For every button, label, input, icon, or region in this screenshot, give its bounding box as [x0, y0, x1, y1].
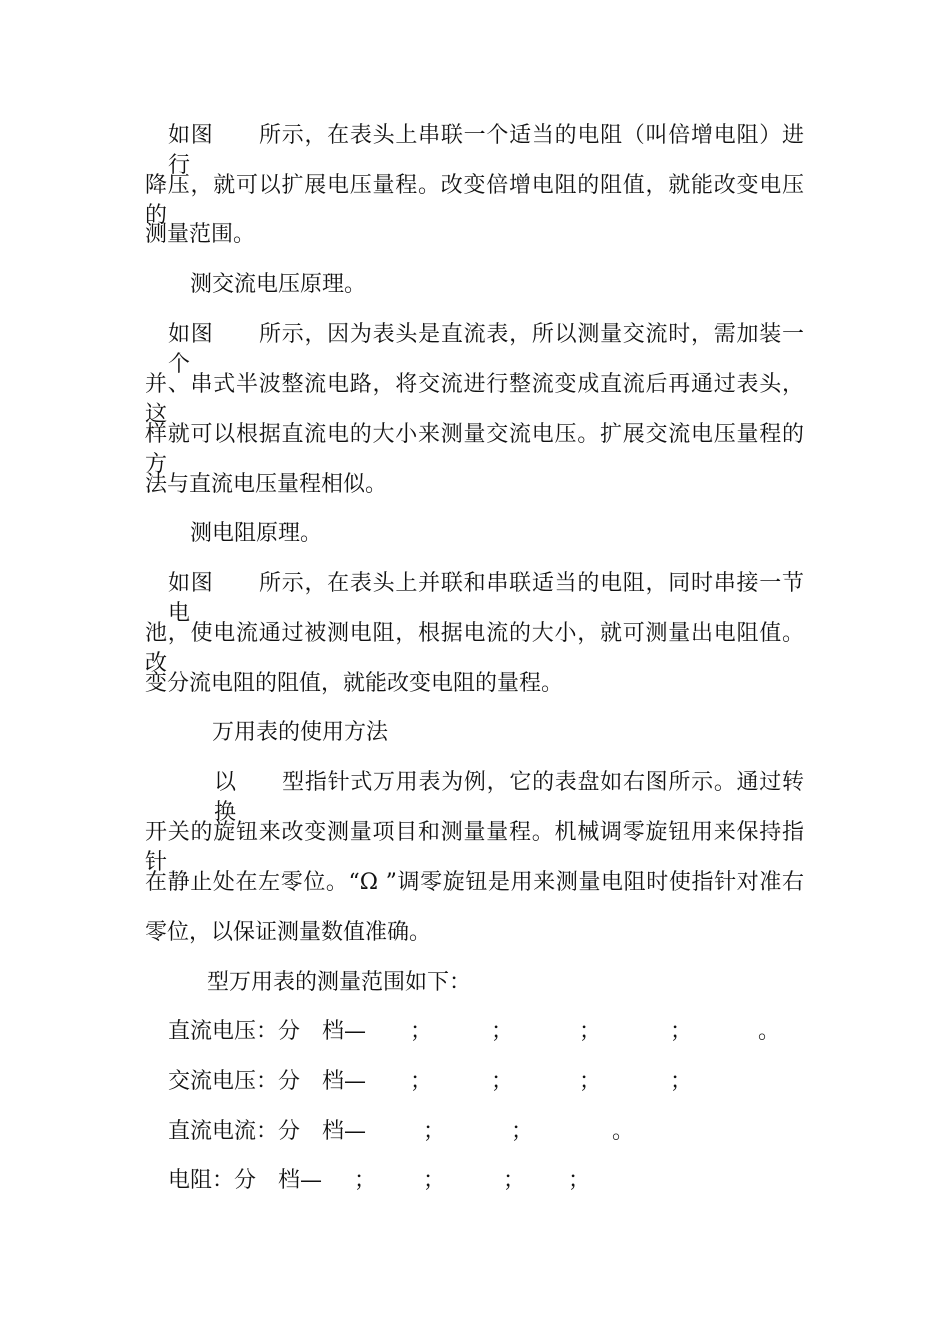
range-separator: 。 — [758, 1019, 781, 1044]
text-line: 测量范围。 — [145, 222, 256, 247]
range-separator: ； — [491, 1069, 514, 1094]
text-line: 并、串式半波整流电路，将交流进行整流变成直流后再通过表头，这 — [145, 372, 804, 427]
range-intro: 型万用表的测量范围如下： — [207, 970, 472, 995]
range-separator: ； — [670, 1019, 693, 1044]
range-separator: ； — [579, 1069, 602, 1094]
range-separator: ； — [511, 1119, 534, 1144]
text-line: 如图 所示，因为表头是直流表，所以测量交流时，需加装一个 — [168, 322, 804, 377]
text-line: 零位，以保证测量数值准确。 — [145, 920, 432, 945]
text-line: 开关的旋钮来改变测量项目和测量量程。机械调零旋钮用来保持指针 — [145, 820, 804, 875]
range-separator: ； — [423, 1119, 446, 1144]
range-separator: ； — [410, 1069, 433, 1094]
range-separator: ； — [503, 1168, 526, 1193]
text-line: 如图 所示，在表头上并联和串联适当的电阻，同时串接一节电 — [168, 571, 804, 626]
text-line: 样就可以根据直流电的大小来测量交流电压。扩展交流电压量程的方 — [145, 422, 804, 477]
text-line: 降压，就可以扩展电压量程。改变倍增电阻的阻值，就能改变电压的 — [145, 173, 804, 228]
text-line: 变分流电阻的阻值，就能改变电阻的量程。 — [145, 671, 564, 696]
range-separator: ； — [491, 1019, 514, 1044]
text-line: 法与直流电压量程相似。 — [145, 472, 388, 497]
range-separator: ； — [670, 1069, 693, 1094]
range-separator: ； — [354, 1168, 377, 1193]
text-line: 池，使电流通过被测电阻，根据电流的大小，就可测量出电阻值。改 — [145, 621, 804, 676]
section-heading-ac-voltage: 测交流电压原理。 — [190, 272, 367, 297]
range-separator: ； — [568, 1168, 591, 1193]
range-separator: ； — [579, 1019, 602, 1044]
text-line: 以 型指针式万用表为例，它的表盘如右图所示。通过转换 — [214, 770, 804, 825]
range-label: 直流电流：分 档— — [168, 1119, 367, 1144]
range-separator: ； — [423, 1168, 446, 1193]
range-label: 电阻：分 档— — [168, 1168, 323, 1193]
text-line: 如图 所示，在表头上串联一个适当的电阻（叫倍增电阻）进行 — [168, 123, 804, 178]
range-label: 直流电压：分 档— — [168, 1019, 367, 1044]
range-label: 交流电压：分 档— — [168, 1069, 367, 1094]
section-heading-resistance: 测电阻原理。 — [190, 521, 323, 546]
range-separator: ； — [410, 1019, 433, 1044]
range-separator: 。 — [612, 1119, 635, 1144]
text-line: 在静止处在左零位。“Ω ”调零旋钮是用来测量电阻时使指针对准右 — [145, 870, 804, 895]
section-heading-usage: 万用表的使用方法 — [212, 720, 389, 745]
